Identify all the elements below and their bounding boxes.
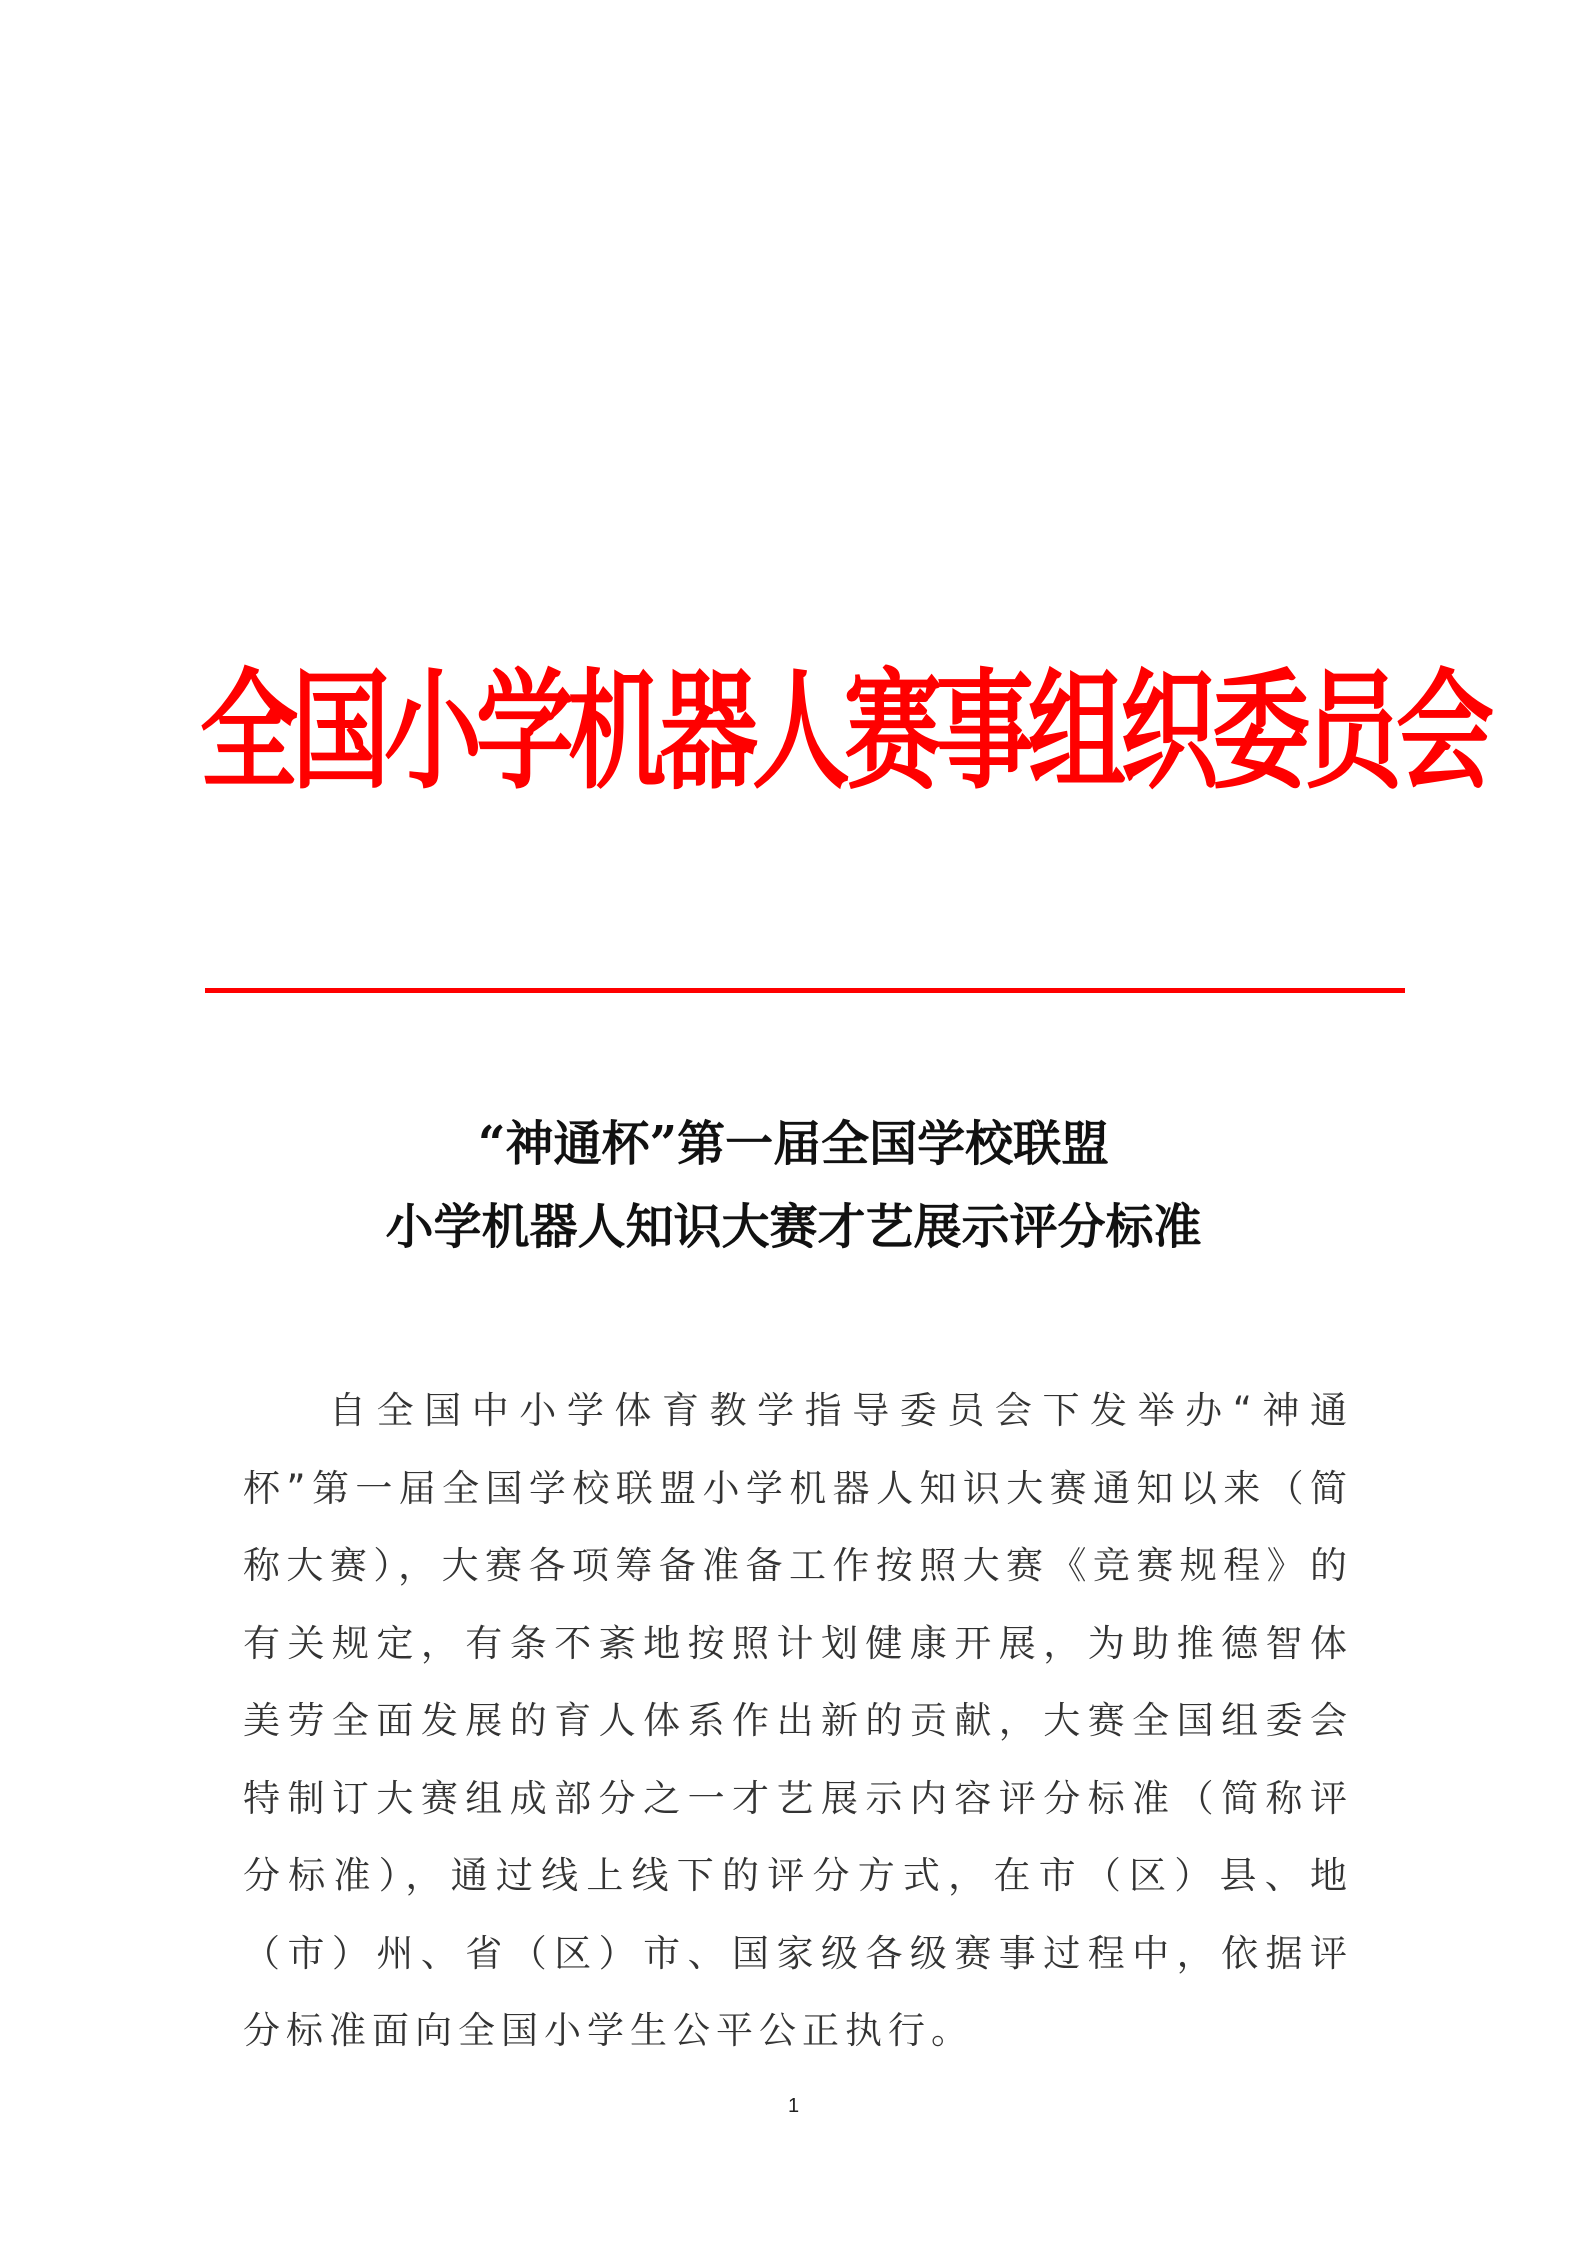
page-number: 1	[787, 2095, 800, 2117]
organization-header: 全国小学机器人赛事组织委员会	[200, 657, 1489, 808]
red-divider-line	[205, 988, 1405, 993]
body-paragraph: 自全国中小学体育教学指导委员会下发举办“神通杯”第一届全国学校联盟小学机器人知识大赛通知以来（简称大赛），大赛各项筹备准备工作按照大赛《竞赛规程》的有关规定，有条不紊地按照计划健康开展，为助推德智体美劳全面发展的育人体系作出新的贡献，大赛全国组委会特制订大赛组成部分之一才艺展示内容评分标准（简称评分标准），通过线上线下的评分方式，在市（区）县、地（市）州、省（区）市、国家级各级赛事过程中，依据评分标准面向全国小学生公平公正执行。	[243, 1389, 1353, 2052]
document-title-line-1: “神通杯”第一届全国学校联盟	[477, 1116, 1110, 1172]
document-title-line-2: 小学机器人知识大赛才艺展示评分标准	[385, 1199, 1202, 1255]
